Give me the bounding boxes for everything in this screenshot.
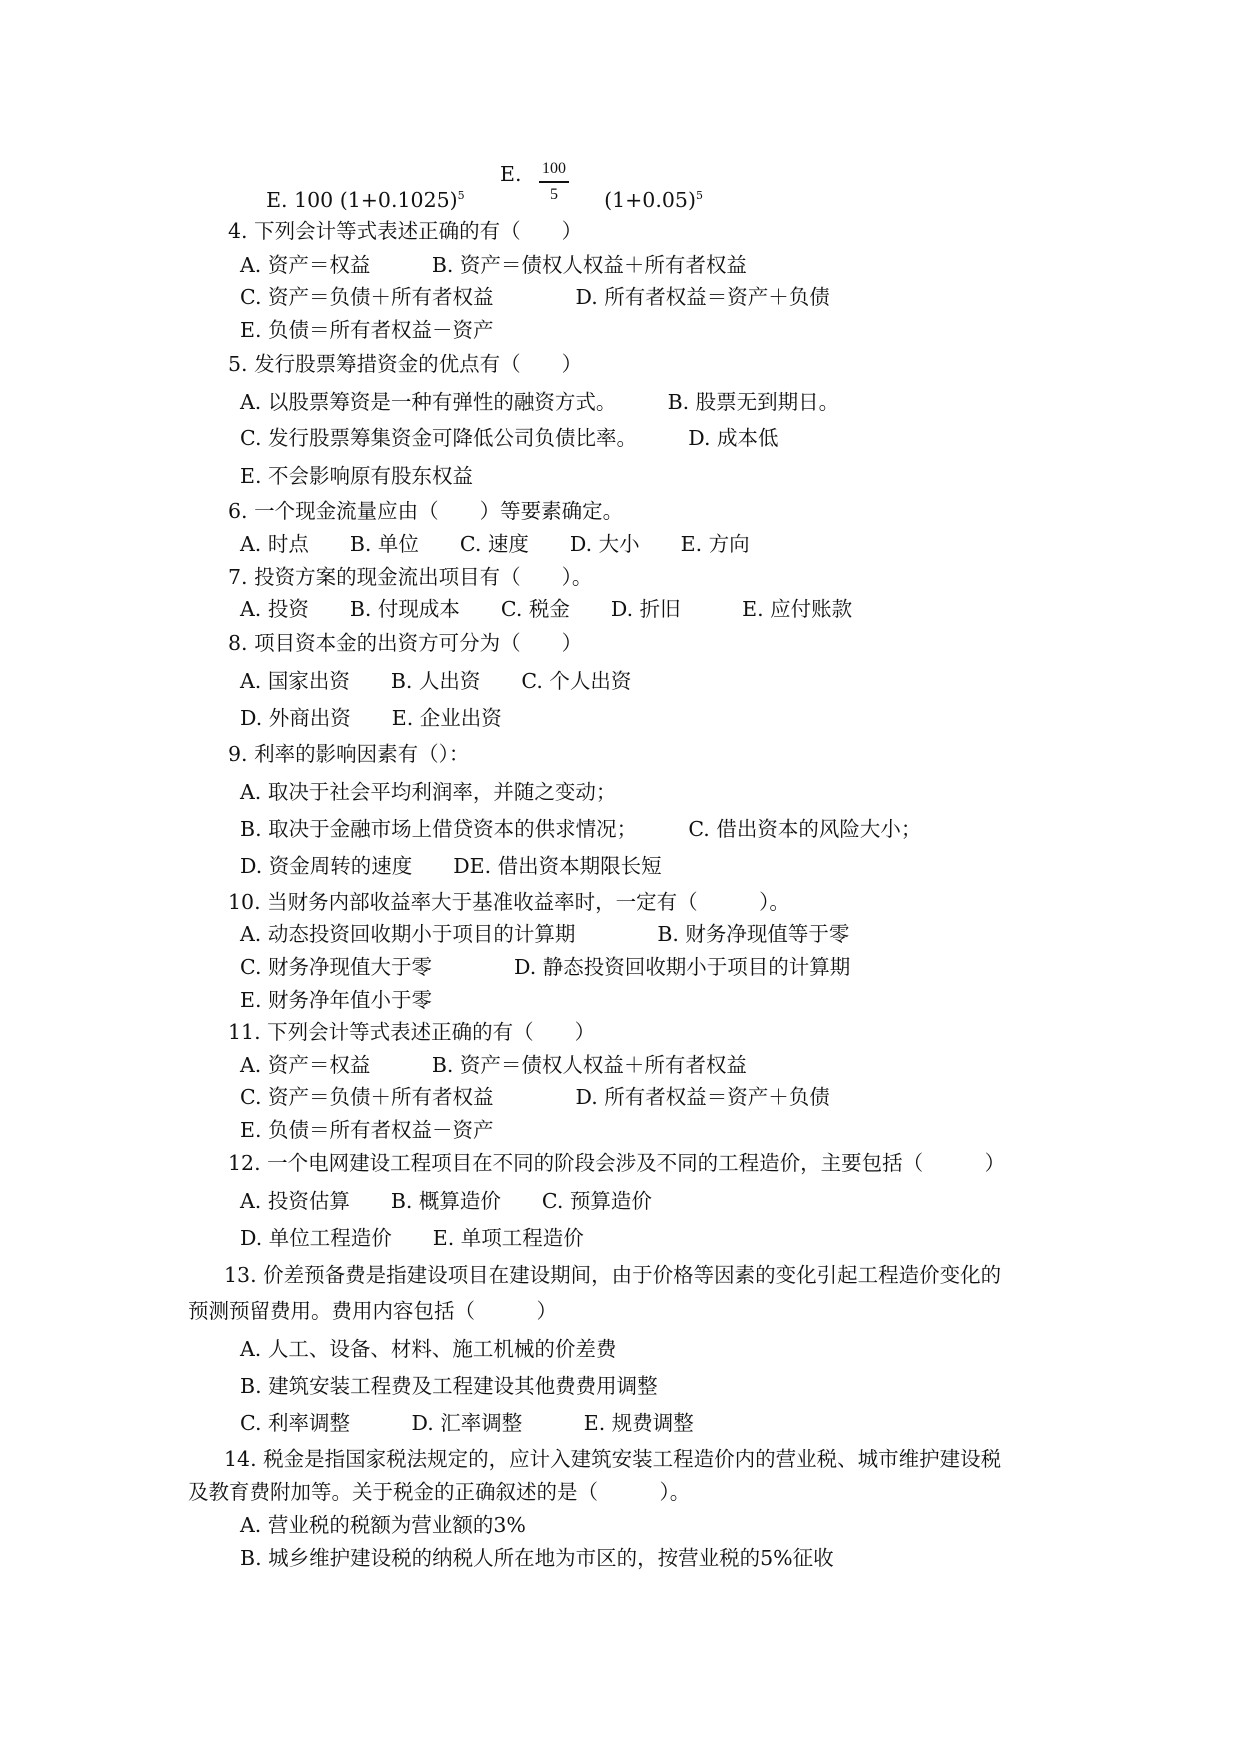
q10-options-cd: C. 财务净现值大于零 D. 静态投资回收期小于项目的计算期 — [240, 955, 851, 979]
q8-options-abc: A. 国家出资 B. 人出资 C. 个人出资 — [240, 669, 632, 693]
q9-option-a: A. 取决于社会平均利润率，并随之变动； — [240, 780, 617, 804]
q3-option-e-fraction-rest — [578, 161, 703, 243]
q5-options-ab: A. 以股票筹资是一种有弹性的融资方式。 B. 股票无到期日。 — [240, 390, 840, 414]
q3-fraction-numerator: 100 — [542, 160, 566, 177]
q11-options-cd: C. 资产＝负债＋所有者权益 D. 所有者权益＝资产＋负债 — [240, 1085, 830, 1109]
q4-options-ab: A. 资产＝权益 B. 资产＝债权人权益＋所有者权益 — [240, 253, 747, 277]
q12-options-de: D. 单位工程造价 E. 单项工程造价 — [240, 1226, 584, 1250]
question-11-stem: 11. 下列会计等式表述正确的有（ ） — [228, 1020, 596, 1044]
q11-options-ab: A. 资产＝权益 B. 资产＝债权人权益＋所有者权益 — [240, 1053, 747, 1077]
q3-option-e-compound-exponent: 5 — [457, 189, 465, 202]
q8-options-de: D. 外商出资 E. 企业出资 — [240, 706, 502, 730]
question-5-stem: 5. 发行股票筹措资金的优点有（ ） — [228, 352, 583, 376]
question-13-stem-cont: 预测预留费用。费用内容包括（ ） — [188, 1299, 557, 1323]
q3-option-e-fraction-exponent: 5 — [695, 189, 703, 202]
question-8-stem: 8. 项目资本金的出资方可分为（ ） — [228, 631, 583, 655]
q5-options-cd: C. 发行股票筹集资金可降低公司负债比率。 D. 成本低 — [240, 426, 779, 450]
q14-option-a: A. 营业税的税额为营业额的3% — [240, 1513, 526, 1537]
q3-fraction-bar — [539, 181, 569, 183]
question-13-stem: 13. 价差预备费是指建设项目在建设期间，由于价格等因素的变化引起工程造价变化的 — [224, 1263, 1002, 1287]
question-4-stem: 4. 下列会计等式表述正确的有（ ） — [228, 219, 583, 243]
question-9-stem: 9. 利率的影响因素有（）： — [228, 742, 470, 766]
q3-option-e-compound-text: E. 100 (1+0.1025) — [266, 188, 458, 212]
question-10-stem: 10. 当财务内部收益率大于基准收益率时，一定有（ ）。 — [228, 890, 790, 914]
q3-option-e-fraction-base: (1+0.05) — [604, 188, 696, 212]
question-7-stem: 7. 投资方案的现金流出项目有（ ）。 — [228, 565, 593, 589]
q10-option-e: E. 财务净年值小于零 — [240, 988, 432, 1012]
q3-fraction-denominator: 5 — [550, 186, 558, 203]
q11-option-e: E. 负债＝所有者权益－资产 — [240, 1118, 494, 1142]
q9-options-bc: B. 取决于金融市场上借贷资本的供求情况； C. 借出资本的风险大小； — [240, 817, 922, 841]
q7-options: A. 投资 B. 付现成本 C. 税金 D. 折旧 E. 应付账款 — [240, 597, 853, 621]
q14-option-b: B. 城乡维护建设税的纳税人所在地为市区的，按营业税的5%征收 — [240, 1546, 834, 1570]
q6-options: A. 时点 B. 单位 C. 速度 D. 大小 E. 方向 — [240, 532, 750, 556]
question-14-stem: 14. 税金是指国家税法规定的，应计入建筑安装工程造价内的营业税、城市维护建设税 — [224, 1447, 1002, 1471]
question-14-stem-cont: 及教育费附加等。关于税金的正确叙述的是（ ）。 — [188, 1480, 691, 1504]
q10-options-ab: A. 动态投资回收期小于项目的计算期 B. 财务净现值等于零 — [240, 922, 850, 946]
q4-options-cd: C. 资产＝负债＋所有者权益 D. 所有者权益＝资产＋负债 — [240, 285, 830, 309]
q13-options-cde: C. 利率调整 D. 汇率调整 E. 规费调整 — [240, 1411, 694, 1435]
q9-options-de: D. 资金周转的速度 DE. 借出资本期限长短 — [240, 854, 662, 878]
q12-options-abc: A. 投资估算 B. 概算造价 C. 预算造价 — [240, 1189, 652, 1213]
q5-option-e: E. 不会影响原有股东权益 — [240, 464, 473, 488]
q13-option-b: B. 建筑安装工程费及工程建设其他费费用调整 — [240, 1374, 658, 1398]
q4-option-e: E. 负债＝所有者权益－资产 — [240, 318, 494, 342]
question-6-stem: 6. 一个现金流量应由（ ）等要素确定。 — [228, 499, 624, 523]
q3-option-e-fraction-label: E. — [500, 162, 522, 186]
q13-option-a: A. 人工、设备、材料、施工机械的价差费 — [240, 1337, 617, 1361]
question-12-stem: 12. 一个电网建设工程项目在不同的阶段会涉及不同的工程造价，主要包括（ ） — [228, 1151, 1006, 1175]
